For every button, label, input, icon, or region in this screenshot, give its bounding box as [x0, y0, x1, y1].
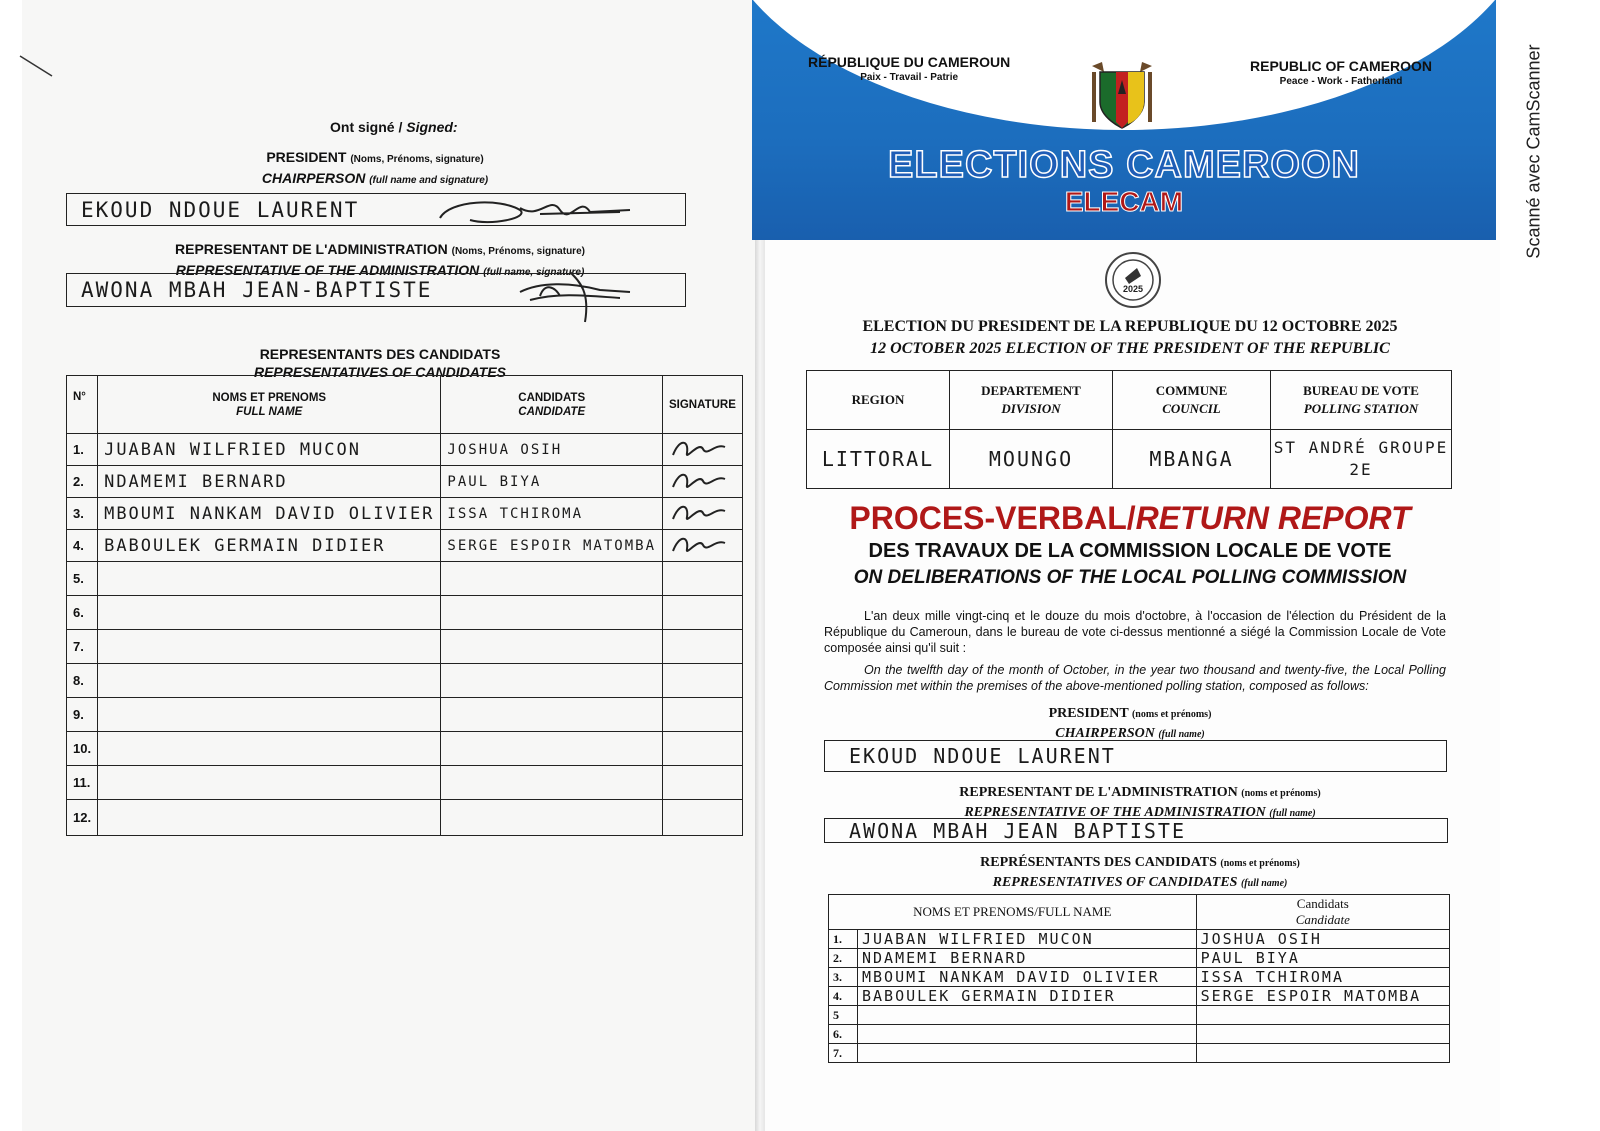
r-chairperson-label: CHAIRPERSON: [1055, 726, 1155, 741]
r-header-candidates-fr: Candidats: [1296, 896, 1349, 911]
table-row: [67, 530, 743, 562]
org-acronym: ELECAM: [1064, 186, 1184, 217]
location-value-cell[interactable]: MBANGA: [1113, 430, 1271, 489]
signature-cell[interactable]: [663, 766, 743, 800]
row-number: 2.: [67, 466, 98, 498]
row-number: 5: [829, 1006, 858, 1025]
signature-cell[interactable]: [663, 562, 743, 596]
table-row: [67, 800, 743, 836]
row-number: 7.: [67, 630, 98, 664]
admin-name: AWONA MBAH JEAN-BAPTISTE: [81, 278, 433, 302]
candidate-cell[interactable]: JOSHUA OSIH: [1196, 930, 1449, 949]
left-table-header-row: [67, 376, 743, 434]
intro-paragraph-en: On the twelfth day of the month of October, in the year two thousand and twenty-five, the Local Polling Commission met within the premises of the above-mentioned polling station, composed as follows:: [824, 663, 1446, 693]
candidate-cell[interactable]: SERGE ESPOIR MATOMBA: [441, 530, 663, 562]
representative-name-cell[interactable]: BABOULEK GERMAIN DIDIER: [98, 530, 441, 562]
corner-fold-mark: [18, 52, 58, 82]
right-table-header-row: [829, 895, 1450, 930]
representative-name-cell[interactable]: JUABAN WILFRIED MUCON: [858, 930, 1197, 949]
candidate-cell[interactable]: [441, 664, 663, 698]
location-value-cell[interactable]: MOUNGO: [950, 430, 1113, 489]
r-admin-note: (noms et prénoms): [1241, 788, 1321, 799]
representative-name-cell[interactable]: [98, 766, 441, 800]
admin-label: REPRESENTANT DE L'ADMINISTRATION: [175, 241, 448, 257]
row-number: 9.: [67, 698, 98, 732]
r-header-names: NOMS ET PRENOMS/FULL NAME: [829, 895, 1197, 930]
row-number: 6.: [67, 596, 98, 630]
location-header-cell: [1271, 371, 1452, 430]
location-header-fr: DEPARTEMENT: [981, 383, 1081, 398]
handwritten-signature: [669, 531, 729, 557]
representative-name-cell[interactable]: [98, 800, 441, 836]
handwritten-signature: [669, 467, 729, 493]
pv-subtitle-fr: DES TRAVAUX DE LA COMMISSION LOCALE DE VOTE: [868, 540, 1392, 562]
candidate-cell[interactable]: ISSA TCHIROMA: [1196, 968, 1449, 987]
left-representatives-table: [66, 375, 743, 836]
row-number: 10.: [67, 732, 98, 766]
table-row: [829, 1006, 1450, 1025]
republic-en-block: [1250, 58, 1432, 87]
handwritten-signature: [669, 499, 729, 525]
signature-cell[interactable]: [663, 466, 743, 498]
row-number: 1.: [67, 434, 98, 466]
candidate-cell[interactable]: [1196, 1025, 1449, 1044]
coat-of-arms-icon: [1086, 58, 1158, 132]
table-row: [67, 466, 743, 498]
candidate-cell[interactable]: [1196, 1044, 1449, 1063]
right-president-heading: [960, 704, 1300, 744]
row-number: 3.: [67, 498, 98, 530]
representative-name-cell[interactable]: [98, 596, 441, 630]
row-number: 3.: [829, 968, 858, 987]
table-row: [829, 1025, 1450, 1044]
table-row: [67, 732, 743, 766]
location-header-row: [807, 371, 1452, 430]
table-row: [829, 987, 1450, 1006]
location-values-row: [807, 430, 1452, 489]
right-admin-heading: [900, 783, 1380, 823]
candidate-cell[interactable]: ISSA TCHIROMA: [441, 498, 663, 530]
election-title-fr: ELECTION DU PRESIDENT DE LA REPUBLIQUE DU 12 OCTOBRE 2025: [862, 318, 1398, 335]
representative-name-cell[interactable]: [98, 664, 441, 698]
motto-fr: Paix - Travail - Patrie: [860, 72, 959, 83]
candidate-cell[interactable]: [441, 766, 663, 800]
signature-cell[interactable]: [663, 498, 743, 530]
president-label: PRESIDENT: [266, 149, 347, 165]
admin-label-en: REPRESENTATIVE OF THE ADMINISTRATION: [175, 262, 480, 278]
motto-en: Peace - Work - Fatherland: [1279, 76, 1403, 87]
header-names-fr: NOMS ET PRENOMS: [212, 391, 327, 404]
header-candidates-fr: CANDIDATS: [518, 391, 586, 404]
admin-note-en: (full name, signature): [483, 267, 585, 278]
representative-name-cell[interactable]: NDAMEMI BERNARD: [98, 466, 441, 498]
r-admin-name: AWONA MBAH JEAN BAPTISTE: [849, 818, 1186, 843]
representative-name-cell[interactable]: BABOULEK GERMAIN DIDIER: [858, 987, 1197, 1006]
signature-cell[interactable]: [663, 664, 743, 698]
signed-heading: Ont signé / Signed:: [330, 119, 458, 135]
header-num: N°: [67, 376, 98, 434]
right-representatives-table: [828, 894, 1450, 1063]
candidate-cell[interactable]: JOSHUA OSIH: [441, 434, 663, 466]
candidate-cell[interactable]: SERGE ESPOIR MATOMBA: [1196, 987, 1449, 1006]
reps-label-en: REPRESENTATIVES OF CANDIDATES: [253, 364, 507, 380]
row-number: 2.: [829, 949, 858, 968]
representative-name-cell[interactable]: [858, 1025, 1197, 1044]
signature-cell[interactable]: [663, 434, 743, 466]
table-row: [67, 664, 743, 698]
representative-name-cell[interactable]: [858, 1044, 1197, 1063]
scanner-watermark-text: Scanné avec CamScanner: [1523, 43, 1544, 259]
reps-label: REPRESENTANTS DES CANDIDATS: [259, 346, 501, 362]
r-reps-note: (noms et prénoms): [1220, 858, 1300, 869]
table-row: [67, 498, 743, 530]
pv-title-fr: PROCES-VERBAL/: [849, 500, 1136, 536]
row-number: 4.: [67, 530, 98, 562]
president-name: EKOUD NDOUE LAURENT: [81, 197, 360, 222]
candidate-cell[interactable]: [441, 800, 663, 836]
r-header-candidates-en: Candidate: [1295, 912, 1350, 927]
r-reps-note-en: (full name): [1240, 878, 1288, 889]
election-title-en: 12 OCTOBER 2025 ELECTION OF THE PRESIDENT OF THE REPUBLIC: [870, 340, 1390, 357]
pv-subtitle-en: ON DELIBERATIONS OF THE LOCAL POLLING COMMISSION: [853, 567, 1407, 588]
signature-cell[interactable]: [663, 732, 743, 766]
row-number: 6.: [829, 1025, 858, 1044]
candidate-cell[interactable]: PAUL BIYA: [441, 466, 663, 498]
signature-cell[interactable]: [663, 530, 743, 562]
r-president-note: (noms et prénoms): [1131, 709, 1212, 720]
r-chairperson-note: (full name): [1158, 729, 1205, 740]
candidate-cell[interactable]: [441, 630, 663, 664]
candidate-cell[interactable]: [441, 698, 663, 732]
row-number: 1.: [829, 930, 858, 949]
return-report-title: [760, 500, 1500, 537]
right-admin-name-field[interactable]: [824, 818, 1448, 843]
left-president-heading: [200, 148, 550, 190]
representative-name-cell[interactable]: [858, 1006, 1197, 1025]
r-header-candidates: [1196, 895, 1449, 930]
location-table: [806, 370, 1452, 489]
org-title: ELECTIONS CAMEROON: [888, 144, 1360, 186]
republic-en: REPUBLIC OF CAMEROON: [1250, 58, 1432, 74]
table-row: [829, 968, 1450, 987]
representative-name-cell[interactable]: NDAMEMI BERNARD: [858, 949, 1197, 968]
table-row: [67, 434, 743, 466]
election-seal-icon: [1103, 250, 1163, 310]
header-candidates-en: CANDIDATE: [518, 405, 586, 418]
table-row: [67, 596, 743, 630]
signed-label-en: Signed:: [406, 119, 458, 135]
president-note: (Noms, Prénoms, signature): [350, 154, 484, 165]
row-number: 12.: [67, 800, 98, 836]
table-row: [67, 766, 743, 800]
location-header-cell: [950, 371, 1113, 430]
row-number: 4.: [829, 987, 858, 1006]
right-president-name-field[interactable]: [824, 740, 1447, 772]
table-row: [67, 630, 743, 664]
table-row: [67, 562, 743, 596]
admin-note: (Noms, Prénoms, signature): [451, 246, 585, 257]
location-value-cell[interactable]: ST ANDRÉ GROUPE 2E: [1271, 430, 1452, 489]
signature-cell[interactable]: [663, 698, 743, 732]
row-number: 11.: [67, 766, 98, 800]
table-row: [829, 930, 1450, 949]
chairperson-note: (full name and signature): [369, 175, 489, 186]
table-row: [829, 949, 1450, 968]
r-reps-label: REPRÉSENTANTS DES CANDIDATS: [980, 855, 1217, 870]
header-names-en: FULL NAME: [236, 405, 303, 418]
intro-paragraph-fr: L'an deux mille vingt-cinq et le douze du mois d'octobre, à l'occasion de l'élection du Président de la République du Cameroun, dans le bureau de vote ci-dessus mentionné a siégé la Commission Locale de Vote composée ainsi qu'il suit :: [824, 609, 1446, 655]
header-names: [98, 376, 441, 434]
representative-name-cell[interactable]: [98, 630, 441, 664]
president-signature: [430, 190, 640, 235]
r-admin-label-en: REPRESENTATIVE OF THE ADMINISTRATION: [964, 805, 1266, 820]
r-admin-label: REPRESENTANT DE L'ADMINISTRATION: [959, 785, 1238, 800]
location-header-cell: [1113, 371, 1271, 430]
representative-name-cell[interactable]: [98, 698, 441, 732]
republic-fr-block: [808, 54, 1010, 83]
chairperson-label: CHAIRPERSON: [261, 170, 366, 186]
location-header-cell: [807, 371, 950, 430]
representative-name-cell[interactable]: [98, 732, 441, 766]
representative-name-cell[interactable]: MBOUMI NANKAM DAVID OLIVIER: [98, 498, 441, 530]
candidate-cell[interactable]: [441, 732, 663, 766]
admin-signature: [510, 262, 650, 337]
candidate-cell[interactable]: [1196, 1006, 1449, 1025]
location-header-fr: COMMUNE: [1155, 383, 1228, 398]
r-president-label: PRESIDENT: [1048, 706, 1129, 721]
representative-name-cell[interactable]: MBOUMI NANKAM DAVID OLIVIER: [858, 968, 1197, 987]
republic-fr: RÉPUBLIQUE DU CAMEROUN: [808, 54, 1011, 70]
signature-cell[interactable]: [663, 800, 743, 836]
location-value-cell[interactable]: LITTORAL: [807, 430, 950, 489]
table-row: [829, 1044, 1450, 1063]
header-signature: SIGNATURE: [663, 376, 743, 434]
location-header-en: POLLING STATION: [1303, 401, 1419, 416]
representative-name-cell[interactable]: [98, 562, 441, 596]
location-header-en: DIVISION: [1001, 401, 1061, 416]
row-number: 7.: [829, 1044, 858, 1063]
row-number: 5.: [67, 562, 98, 596]
right-reps-heading: [930, 853, 1350, 893]
location-header-en: COUNCIL: [1162, 401, 1221, 416]
pv-title-en: RETURN REPORT: [1135, 500, 1411, 536]
r-admin-note-en: (full name): [1269, 808, 1316, 819]
location-header-fr: BUREAU DE VOTE: [1303, 383, 1419, 398]
candidate-cell[interactable]: [441, 562, 663, 596]
r-reps-label-en: REPRESENTATIVES OF CANDIDATES: [992, 875, 1238, 890]
seal-year: 2025: [1122, 284, 1144, 294]
header-candidates: [441, 376, 663, 434]
signature-cell[interactable]: [663, 596, 743, 630]
candidate-cell[interactable]: [441, 596, 663, 630]
row-number: 8.: [67, 664, 98, 698]
handwritten-signature: [669, 435, 729, 461]
signature-cell[interactable]: [663, 630, 743, 664]
r-president-name: EKOUD NDOUE LAURENT: [849, 744, 1116, 768]
representative-name-cell[interactable]: JUABAN WILFRIED MUCON: [98, 434, 441, 466]
signed-label: Ont signé: [330, 119, 395, 135]
candidate-cell[interactable]: PAUL BIYA: [1196, 949, 1449, 968]
table-row: [67, 698, 743, 732]
scanner-watermark: [1504, 26, 1564, 276]
location-header-fr: REGION: [851, 392, 905, 407]
